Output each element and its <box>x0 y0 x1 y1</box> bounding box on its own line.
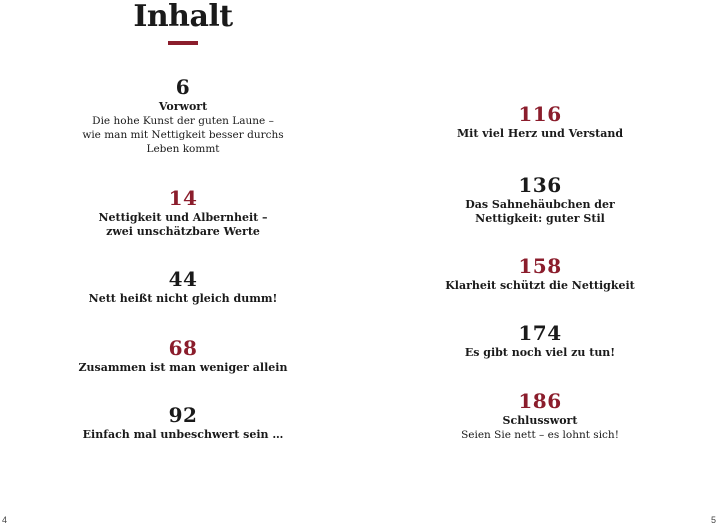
toc-entry-line: Leben kommt <box>146 143 220 155</box>
toc-entry-line: Seien Sie nett – es lohnt sich! <box>461 429 619 441</box>
page-number-right: 5 <box>710 515 716 525</box>
toc-entry-title: zwei unschätzbare Werte <box>106 225 260 238</box>
toc-entry-title: Klarheit schützt die Nettigkeit <box>445 279 635 292</box>
toc-page-number: 186 <box>518 389 562 413</box>
toc-page-number: 14 <box>168 186 198 210</box>
toc-entry-title: Mit viel Herz und Verstand <box>456 127 624 140</box>
toc-entry-heading: Vorwort <box>158 100 208 113</box>
toc-entry-title: Zusammen ist man weniger allein <box>78 361 288 374</box>
toc-entry-136[interactable] <box>390 173 690 226</box>
toc-entry-title: Einfach mal unbeschwert sein … <box>82 428 284 441</box>
toc-page-number: 92 <box>168 403 198 427</box>
toc-page-number: 68 <box>168 336 198 360</box>
toc-entry-14[interactable] <box>40 186 326 239</box>
toc-entry-158[interactable] <box>390 254 690 293</box>
toc-page-number: 44 <box>168 267 198 291</box>
toc-entry-title: Das Sahnehäubchen der <box>465 198 615 211</box>
toc-entry-186[interactable] <box>390 389 690 442</box>
toc-entry-title: Nettigkeit und Albernheit – <box>98 211 268 224</box>
toc-entry-heading: Schlusswort <box>502 414 578 427</box>
toc-entry-68[interactable] <box>40 336 326 375</box>
toc-entry-line: Die hohe Kunst der guten Laune – <box>92 115 274 127</box>
toc-entry-title: Es gibt noch viel zu tun! <box>464 346 616 359</box>
page-number-left: 4 <box>2 515 8 525</box>
toc-entry-title: Nett heißt nicht gleich dumm! <box>88 292 278 305</box>
toc-entry-92[interactable] <box>40 403 326 442</box>
toc-entry-174[interactable] <box>390 321 690 360</box>
toc-page-number: 158 <box>518 254 562 278</box>
toc-page-number: 6 <box>175 75 191 99</box>
toc-page-number: 116 <box>518 102 562 126</box>
toc-entry-44[interactable] <box>40 267 326 306</box>
title-underline <box>168 41 198 45</box>
toc-page-number: 136 <box>518 173 562 197</box>
toc-entry-116[interactable] <box>390 102 690 141</box>
toc-entry-line: wie man mit Nettigkeit besser durchs <box>82 129 284 141</box>
page-title: Inhalt <box>133 0 233 34</box>
toc-page-number: 174 <box>518 321 562 345</box>
toc-entry-6[interactable] <box>40 75 326 156</box>
toc-entry-title: Nettigkeit: guter Stil <box>475 212 605 225</box>
